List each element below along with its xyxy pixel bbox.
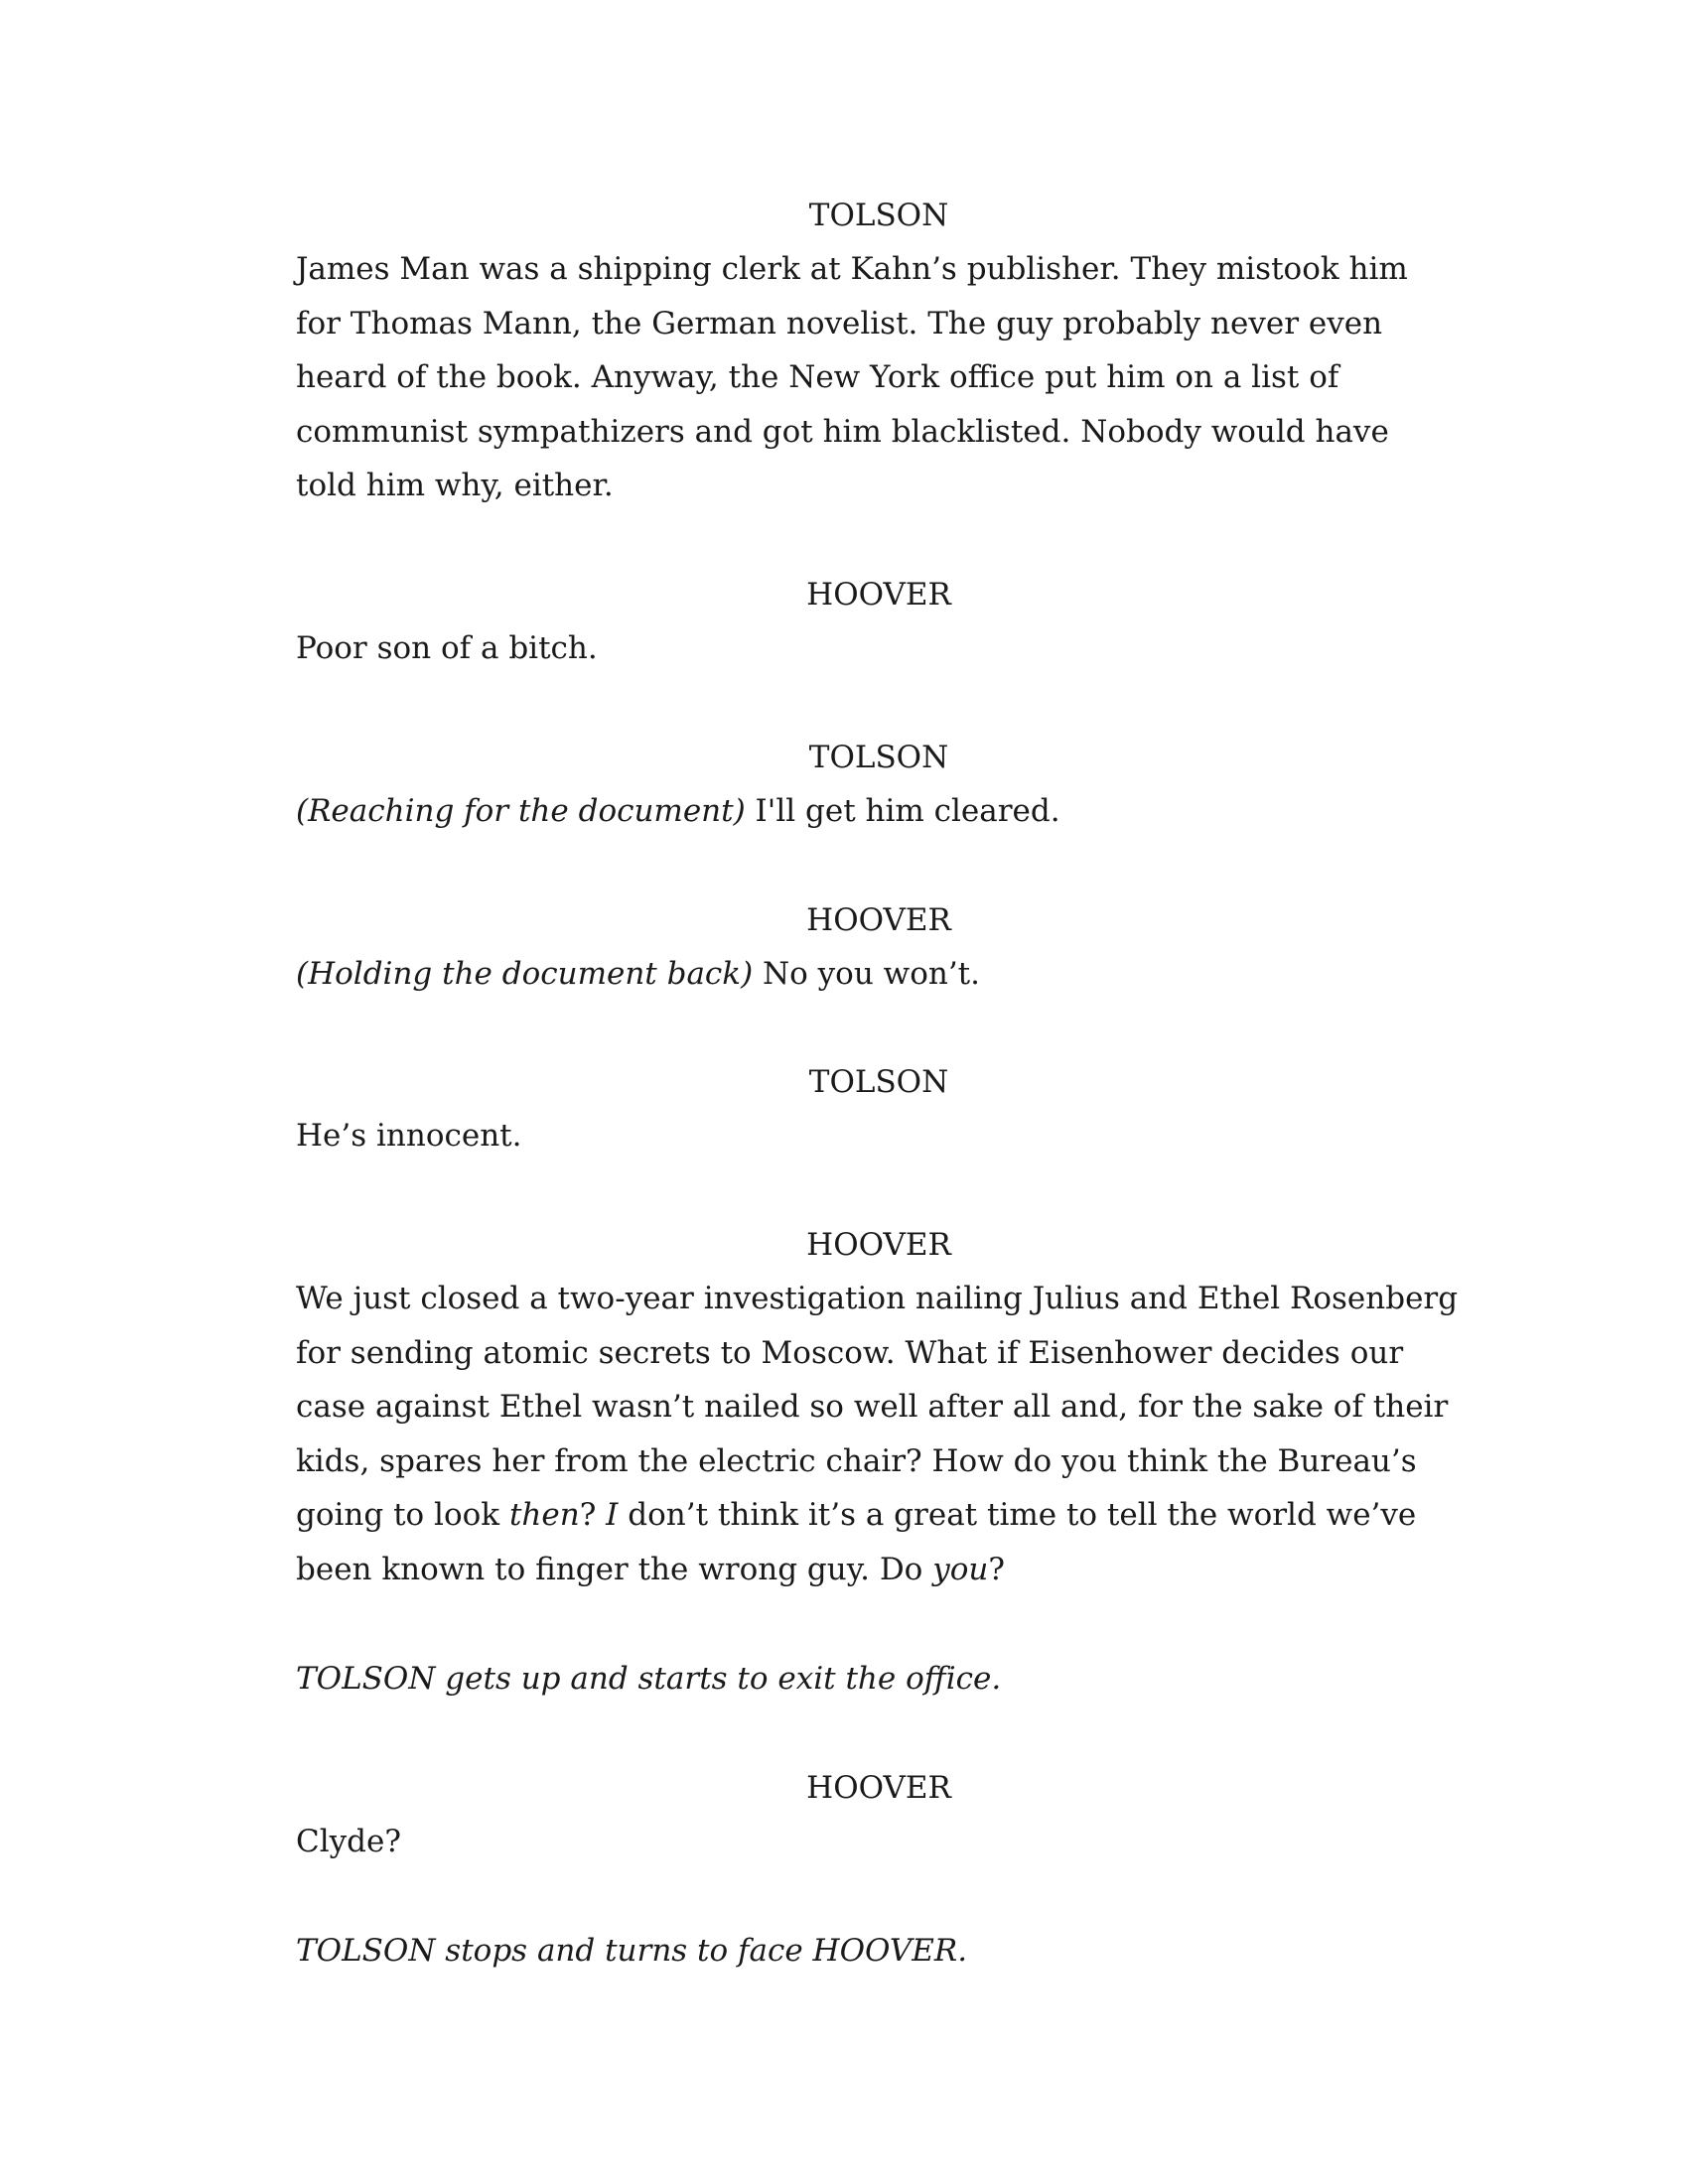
character-cue: HOOVER [806, 577, 951, 613]
character-cue: HOOVER [806, 1227, 951, 1263]
character-cue: TOLSON [808, 198, 949, 233]
parenthetical: (Holding the document back) [296, 956, 754, 992]
dialogue-line: going to look then? I don’t think it’s a great time to tell the world we’ve [296, 1497, 1417, 1533]
dialogue [296, 1272, 1459, 1596]
dialogue-line: for Thomas Mann, the German novelist. The guy probably never even [296, 305, 1383, 341]
dialogue-line: James Man was a shipping clerk at Kahn’s publisher. They mistook him [296, 251, 1408, 287]
dialogue-line: kids, spares her from the electric chair? How do you think the Bureau’s [296, 1442, 1417, 1479]
character-cue: HOOVER [806, 1770, 951, 1806]
dialogue-line: He’s innocent. [296, 1118, 522, 1154]
stage-direction: TOLSON stops and turns to face HOOVER. [296, 1933, 968, 1969]
dialogue-line: heard of the book. Anyway, the New York office put him on a list of [296, 359, 1339, 395]
parenthetical: (Reaching for the document) [296, 793, 746, 829]
dialogue-line: communist sympathizers and got him blacklisted. Nobody would have [296, 413, 1389, 450]
dialogue-line: (Holding the document back) No you won’t. [296, 956, 980, 992]
stage-direction: TOLSON gets up and starts to exit the office. [296, 1661, 1002, 1697]
dialogue-line: We just closed a two-year investigation nailing Julius and Ethel Rosenberg [296, 1281, 1459, 1316]
dialogue-line: told him why, either. [296, 468, 614, 503]
dialogue [296, 242, 1418, 513]
dialogue-line: for sending atomic secrets to Moscow. What if Eisenhower decides our [296, 1334, 1404, 1371]
character-cue: TOLSON [808, 1064, 949, 1100]
dialogue-line: (Reaching for the document) I'll get him cleared. [296, 793, 1060, 829]
dialogue-line: been known to finger the wrong guy. Do you? [296, 1551, 1005, 1587]
dialogue-line: Clyde? [296, 1824, 401, 1859]
character-cue: HOOVER [806, 902, 951, 938]
dialogue-line: Poor son of a bitch. [296, 630, 598, 666]
character-cue: TOLSON [808, 740, 949, 775]
dialogue-line: case against Ethel wasn’t nailed so well after all and, for the sake of their [296, 1389, 1449, 1425]
